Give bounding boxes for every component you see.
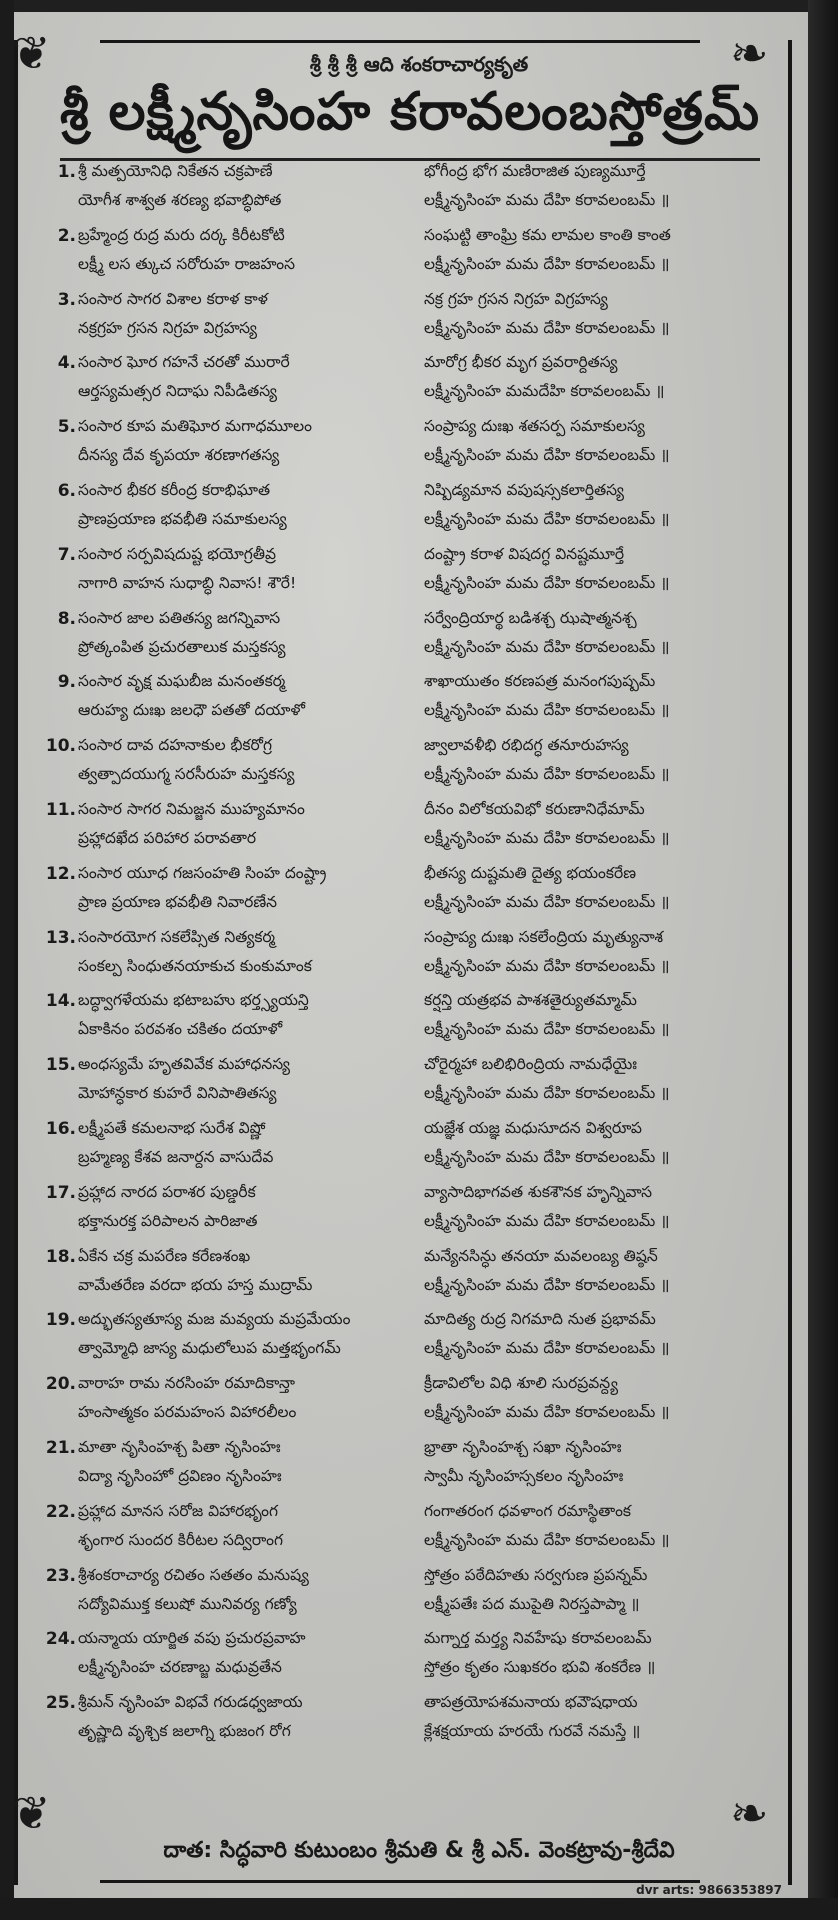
verse-line-right-2: లక్ష్మీనృసింహ మమ దేహి కరావలంబమ్ ॥ — [424, 1084, 670, 1103]
verse-line-right-1: యజ్ఞేశ యజ్ఞ మధుసూదన విశ్వరూప — [424, 1118, 642, 1137]
page-title: శ్రీ లక్ష్మీనృసింహ కరావలంబస్తోత్రమ్ — [59, 82, 761, 142]
verse-line-right-1: క్రీడావిలోల విధి శూలి సురప్రవన్ద్య — [424, 1374, 619, 1393]
verse-number: 3. — [57, 289, 76, 310]
verse-line-left-1: శ్రీమన్ నృసింహ విభవే గరుడధ్వజాయ — [78, 1693, 303, 1712]
verse-line-right-1: సంప్రాప్య దుఃఖ సకలేంద్రియ మృత్యునాశ — [424, 927, 664, 946]
verse-line-right-1: జ్వాలావళీభి రభిదగ్ధ తనూరుహస్య — [424, 736, 629, 755]
verse-line-left-1: సంసార భీకర కరీంద్ర కరాభిఘాత — [78, 480, 271, 499]
verse-17 — [34, 1181, 780, 1245]
verse-line-left-1: ప్రహ్లాద మానస సరోజ విహారభృంగ — [78, 1501, 279, 1520]
frame-top — [0, 0, 838, 12]
verse-number: 9. — [57, 672, 76, 693]
verse-23 — [34, 1564, 780, 1628]
verse-line-right-2: లక్ష్మీనృసింహ మమ దేహి కరావలంబమ్ ॥ — [424, 701, 670, 720]
corner-ornament-top-right: ❧ — [730, 26, 769, 80]
frame-right — [808, 0, 838, 1920]
verse-line-right-1: భోగీంద్ర భోగ మణిరాజిత పుణ్యమూర్తే — [424, 162, 646, 180]
inner-border-top — [100, 40, 700, 43]
verse-number: 10. — [45, 736, 76, 757]
verse-21 — [34, 1436, 780, 1500]
verse-line-right-1: గంగాతరంగ ధవళాంగ రమాస్థితాంక — [424, 1501, 632, 1520]
verse-line-right-2: లక్ష్మీనృసింహ మమ దేహి కరావలంబమ్ ॥ — [424, 1339, 670, 1358]
verse-line-left-2: వామేతరేణ వరదా భయ హస్త ముద్రామ్ — [78, 1275, 313, 1294]
verse-number: 13. — [45, 927, 76, 948]
verse-line-left-2: తృష్ణాది వృశ్చిక జలాగ్ని భుజంగ రోగ — [78, 1722, 291, 1741]
verse-line-left-1: సంసార సర్పవిషదుష్ట భయోగ్రతీవ్ర — [78, 544, 276, 563]
verse-line-right-2: స్తోత్రం కృతం సుఖకరం భువి శంకరేణ ॥ — [424, 1658, 656, 1677]
verse-line-right-1: మగ్నార్త మర్త్య నివహేషు కరావలంబమ్ — [424, 1629, 652, 1648]
verse-line-left-1: సంసారయోగ సకలేప్సిత నిత్యకర్మ — [78, 927, 276, 946]
verse-line-left-1: యన్మాయ యార్జిత వపు ప్రచురప్రవాహ — [78, 1629, 306, 1648]
verse-18 — [34, 1245, 780, 1309]
verse-line-left-2: సద్యోవిముక్త కలుషో మునివర్య గణ్యో — [78, 1594, 297, 1613]
verse-line-right-2: లక్ష్మీనృసింహ మమ దేహి కరావలంబమ్ ॥ — [424, 1275, 670, 1294]
verse-line-right-2: లక్ష్మీనృసింహ మమ దేహి కరావలంబమ్ ॥ — [424, 1020, 670, 1039]
verse-line-left-2: హంసాత్మకం పరమహంస విహారలీలం — [78, 1403, 297, 1422]
verse-line-right-2: లక్ష్మీనృసింహ మమ దేహి కరావలంబమ్ ॥ — [424, 191, 670, 209]
verse-line-right-1: సంప్రాప్య దుఃఖ శతసర్ప సమాకులస్య — [424, 417, 645, 436]
verse-line-left-2: ఆరుహ్య దుఃఖ జలధౌ పతతో దయాళో — [78, 701, 306, 720]
verse-line-left-2: లక్ష్మీనృసింహ చరణాబ్జ మధువ్రతేన — [78, 1658, 282, 1677]
verse-12 — [34, 862, 780, 926]
verse-line-left-2: నక్రగ్రహ గ్రసన నిగ్రహ విగ్రహస్య — [78, 318, 257, 337]
verse-22 — [34, 1500, 780, 1564]
verse-8 — [34, 607, 780, 671]
frame-bottom — [0, 1898, 838, 1920]
verse-line-right-2: లక్ష్మీనృసింహ మమ దేహి కరావలంబమ్ ॥ — [424, 1403, 670, 1422]
verse-line-left-1: సంసార జాల పతితస్య జగన్నివాస — [78, 608, 281, 627]
verse-line-right-1: స్తోత్రం పఠేదిహతు సర్వగుణ ప్రపన్నమ్ — [424, 1565, 648, 1584]
verse-number: 25. — [45, 1693, 76, 1714]
verse-2 — [34, 224, 780, 288]
verse-19 — [34, 1308, 780, 1372]
corner-ornament-bottom-left: ❦ — [12, 1786, 51, 1840]
verse-line-left-2: యోగీశ శాశ్వత శరణ్య భవాబ్ధిపోత — [78, 191, 282, 209]
verse-number: 20. — [45, 1374, 76, 1395]
verse-line-left-2: నాగారి వాహన సుధాబ్ధి నివాస! శౌరే! — [78, 573, 297, 592]
verse-line-left-2: ప్రహ్లాదఖేద పరిహార పరావతార — [78, 828, 257, 847]
verse-line-right-2: లక్ష్మీనృసింహ మమ దేహి కరావలంబమ్ ॥ — [424, 1147, 670, 1166]
verse-11 — [34, 798, 780, 862]
verse-3 — [34, 288, 780, 352]
verse-line-left-1: సంసార సాగర నిమజ్జన ముహ్యమానం — [78, 799, 305, 818]
verse-10 — [34, 734, 780, 798]
verse-line-left-2: ప్రాణప్రయాణ భవభీతి సమాకులస్య — [78, 509, 287, 528]
verse-line-left-1: మాతా నృసింహశ్చ పితా నృసింహః — [78, 1437, 281, 1456]
verse-line-right-1: చోరైర్మహా బలిభిరింద్రియ నామధేయైః — [424, 1055, 637, 1074]
verse-20 — [34, 1372, 780, 1436]
verse-line-right-1: శాఖాయుతం కరణపత్ర మనంగపుష్పమ్ — [424, 672, 656, 691]
verse-7 — [34, 543, 780, 607]
donor-line: దాత: సిద్ధవారి కుటుంబం శ్రీమతి & శ్రీ ఎన్. వెంకట్రావు-శ్రీదేవి — [163, 1838, 675, 1863]
verse-9 — [34, 670, 780, 734]
verse-line-left-2: సంకల్ప సింధుతనయాకుచ కుంకుమాంక — [78, 956, 312, 975]
verse-line-right-1: దంష్ట్రా కరాళ విషదగ్ధ వినష్టమూర్తే — [424, 544, 625, 563]
verse-24 — [34, 1627, 780, 1691]
verse-number: 12. — [45, 863, 76, 884]
verse-line-right-2: లక్ష్మీనృసింహ మమ దేహి కరావలంబమ్ ॥ — [424, 509, 670, 528]
verse-line-left-2: దీనస్య దేవ కృపయా శరణాగతస్య — [78, 446, 280, 465]
verse-line-right-1: తాపత్రయోపశమనాయ భవౌషధాయ — [424, 1693, 638, 1712]
verse-number: 6. — [57, 480, 76, 501]
verse-line-right-2: లక్ష్మీనృసింహ మమ దేహి కరావలంబమ్ ॥ — [424, 765, 670, 784]
verse-number: 16. — [45, 1118, 76, 1139]
verse-line-right-1: సంఘట్టి తాంఘ్రి కమ లామల కాంతి కాంత — [424, 225, 671, 244]
verse-line-left-1: సంసార ఘోర గహనే చరతో మురారే — [78, 353, 290, 372]
verse-number: 18. — [45, 1246, 76, 1267]
verse-number: 24. — [45, 1629, 76, 1650]
verse-line-right-1: సర్వేంద్రియార్థ బడిశశ్చ ఝషాత్మనశ్చ — [424, 608, 637, 627]
verse-line-left-1: లక్ష్మీపతే కమలనాభ సురేశ విష్ణో — [78, 1118, 266, 1137]
verse-line-right-1: భీతస్య దుష్టమతి దైత్య భయంకరేణ — [424, 863, 637, 882]
verse-number: 19. — [45, 1310, 76, 1331]
corner-ornament-bottom-right: ❧ — [730, 1786, 769, 1840]
verse-line-left-1: బ్రహ్మేంద్ర రుద్ర మరు దర్క కిరీటకోటి — [78, 225, 285, 244]
verse-16 — [34, 1117, 780, 1181]
verse-line-left-1: సంసార యూధ గజసంహతి సింహ దంష్ట్రా — [78, 863, 327, 882]
verse-line-right-2: లక్ష్మీనృసింహ మమ దేహి కరావలంబమ్ ॥ — [424, 1211, 670, 1230]
verse-number: 21. — [45, 1437, 76, 1458]
verse-line-right-2: లక్ష్మీనృసింహ మమ దేహి కరావలంబమ్ ॥ — [424, 828, 670, 847]
verse-line-left-2: త్వామ్మోధి జాస్య మధులోలుప మత్తభృంగమ్ — [78, 1339, 341, 1358]
verse-line-right-1: దీనం విలోకయవిభో కరుణానిధేమామ్ — [424, 799, 645, 818]
verse-line-left-2: ఆర్తస్యమత్సర నిదాఘ నిపీడితస్య — [78, 382, 278, 401]
verse-line-right-1: మారోగ్ర భీకర మృగ ప్రవరార్దితస్య — [424, 353, 618, 372]
verse-15 — [34, 1053, 780, 1117]
verse-line-right-2: క్లేశక్షయాయ హరయే గురవే నమస్తే ॥ — [424, 1722, 641, 1741]
verse-line-left-2: భక్తానురక్త పరిపాలన పారిజాత — [78, 1211, 258, 1230]
verse-line-right-1: మాదిత్య రుద్ర నిగమాది నుత ప్రభావమ్ — [424, 1310, 656, 1329]
verse-14 — [34, 989, 780, 1053]
verse-number: 2. — [57, 225, 76, 246]
verse-line-right-2: లక్ష్మీనృసింహ మమ దేహి కరావలంబమ్ ॥ — [424, 637, 670, 656]
verse-line-right-2: లక్ష్మీనృసింహ మమ దేహి కరావలంబమ్ ॥ — [424, 318, 670, 337]
verse-number: 1. — [57, 162, 76, 182]
verse-4 — [34, 351, 780, 415]
verse-number: 17. — [45, 1182, 76, 1203]
verse-line-right-2: లక్ష్మీనృసింహ మమ దేహి కరావలంబమ్ ॥ — [424, 892, 670, 911]
verse-line-left-1: అంధస్యమే హృతవివేక మహాధనస్య — [78, 1055, 291, 1074]
verse-line-left-1: శ్రీ మత్పయోనిధి నికేతన చక్రపాణే — [78, 162, 273, 180]
verse-line-right-1: నక్ర గ్రహ గ్రసన నిగ్రహ విగ్రహస్య — [424, 289, 608, 308]
verse-number: 23. — [45, 1565, 76, 1586]
verse-line-left-1: వారాహ రామ నరసింహ రమాదికాన్తా — [78, 1374, 295, 1393]
verse-line-left-1: అద్భుతస్యతూస్య మజ మవ్యయ మప్రమేయం — [78, 1310, 351, 1329]
verse-line-left-1: సంసార సాగర విశాల కరాళ కాళ — [78, 289, 268, 308]
verse-line-left-1: బద్ధ్వాగళేయమ భటాబహు భర్త్స్యయన్తి — [78, 991, 309, 1010]
verse-6 — [34, 479, 780, 543]
verse-line-left-2: లక్ష్మీ లస త్కుచ సరోరుహ రాజహంస — [78, 254, 296, 273]
verse-line-left-1: ఏకేన చక్ర మపరేణ కరేణశంఖ — [78, 1246, 251, 1265]
verse-number: 8. — [57, 608, 76, 629]
corner-ornament-top-left: ❦ — [12, 26, 51, 80]
artist-credit: dvr arts: 9866353897 — [636, 1883, 782, 1897]
verse-number: 11. — [45, 799, 76, 820]
verse-line-left-2: విద్యా నృసింహో ద్రవిణం నృసింహః — [78, 1466, 282, 1485]
verse-line-left-2: బ్రహ్మణ్య కేశవ జనార్దన వాసుదేవ — [78, 1147, 274, 1166]
verse-line-left-1: సంసార కూప మతిఘోర మగాధమూలం — [78, 417, 312, 436]
verse-25 — [34, 1691, 780, 1755]
verse-line-right-2: లక్ష్మీనృసింహ మమ దేహి కరావలంబమ్ ॥ — [424, 956, 670, 975]
verse-line-left-2: ఏకాకినం పరవశం చకితం దయాళో — [78, 1020, 283, 1039]
verse-line-right-1: వ్యాసాదిభాగవత శుకశౌనక హృన్నివాస — [424, 1182, 653, 1201]
frame-left — [0, 0, 14, 1920]
inner-border-right — [788, 40, 792, 1885]
verse-line-right-2: లక్ష్మీనృసింహ మమ దేహి కరావలంబమ్ ॥ — [424, 573, 670, 592]
verse-line-left-2: ప్రోత్కంపిత ప్రచురతాలుక మస్తకస్య — [78, 637, 286, 656]
verse-line-right-1: భ్రాతా నృసింహశ్చ సఖా నృసింహః — [424, 1437, 622, 1456]
inner-border-left — [14, 40, 18, 1885]
verse-line-right-1: మన్యేనసిన్ధు తనయా మవలంబ్య తిష్ఠన్ — [424, 1246, 658, 1265]
inner-border-bottom — [100, 1880, 700, 1883]
verse-line-right-2: స్వామీ నృసింహస్సకలం నృసింహః — [424, 1466, 624, 1485]
verse-line-left-1: సంసార వృక్ష మఘబీజ మనంతకర్మ — [78, 672, 286, 691]
verse-line-left-1: సంసార దావ దహనాకుల భీకరోగ్ర — [78, 736, 273, 755]
verse-5 — [34, 415, 780, 479]
verse-line-left-2: ప్రాణ ప్రయాణ భవభీతి నివారణేన — [78, 892, 278, 911]
verse-line-right-1: నిష్పిడ్యమాన వపుషస్సకలార్తితస్య — [424, 480, 624, 499]
subtitle: శ్రీ శ్రీ శ్రీ ఆది శంకరాచార్యకృత — [309, 52, 529, 76]
verse-line-left-2: త్వత్పాదయుగ్మ సరసీరుహ మస్తకస్య — [78, 765, 295, 784]
verse-1 — [34, 160, 780, 224]
verse-line-left-1: ప్రహ్లాద నారద పరాశర పుణ్డరీక — [78, 1182, 256, 1201]
verse-number: 5. — [57, 417, 76, 438]
verse-line-right-2: లక్ష్మీపతేః పద ముపైతి నిరస్తపాప్మా ॥ — [424, 1594, 640, 1613]
verse-number: 14. — [45, 991, 76, 1012]
verse-number: 4. — [57, 353, 76, 374]
verse-13 — [34, 926, 780, 990]
verse-line-left-2: శృంగార సుందర కిరీటల సద్విరాంగ — [78, 1530, 284, 1549]
verse-list — [34, 160, 780, 1755]
verse-line-right-2: లక్ష్మీనృసింహ మమ దేహి కరావలంబమ్ ॥ — [424, 1530, 670, 1549]
verse-number: 15. — [45, 1055, 76, 1076]
verse-line-right-2: లక్ష్మీనృసింహ మమ దేహి కరావలంబమ్ ॥ — [424, 254, 670, 273]
verse-line-left-2: మోహాన్ధకార కుహరే వినిపాతితస్య — [78, 1084, 277, 1103]
verse-line-right-2: లక్ష్మీనృసింహ మమదేహి కరావలంబమ్ ॥ — [424, 382, 665, 401]
verse-line-right-1: కర్షన్తి యత్రభవ పాశశతైర్యుతమ్మామ్ — [424, 991, 637, 1010]
verse-number: 7. — [57, 544, 76, 565]
verse-number: 22. — [45, 1501, 76, 1522]
verse-line-left-1: శ్రీశంకరాచార్య రచితం సతతం మనుష్య — [78, 1565, 309, 1584]
verse-line-right-2: లక్ష్మీనృసింహ మమ దేహి కరావలంబమ్ ॥ — [424, 446, 670, 465]
